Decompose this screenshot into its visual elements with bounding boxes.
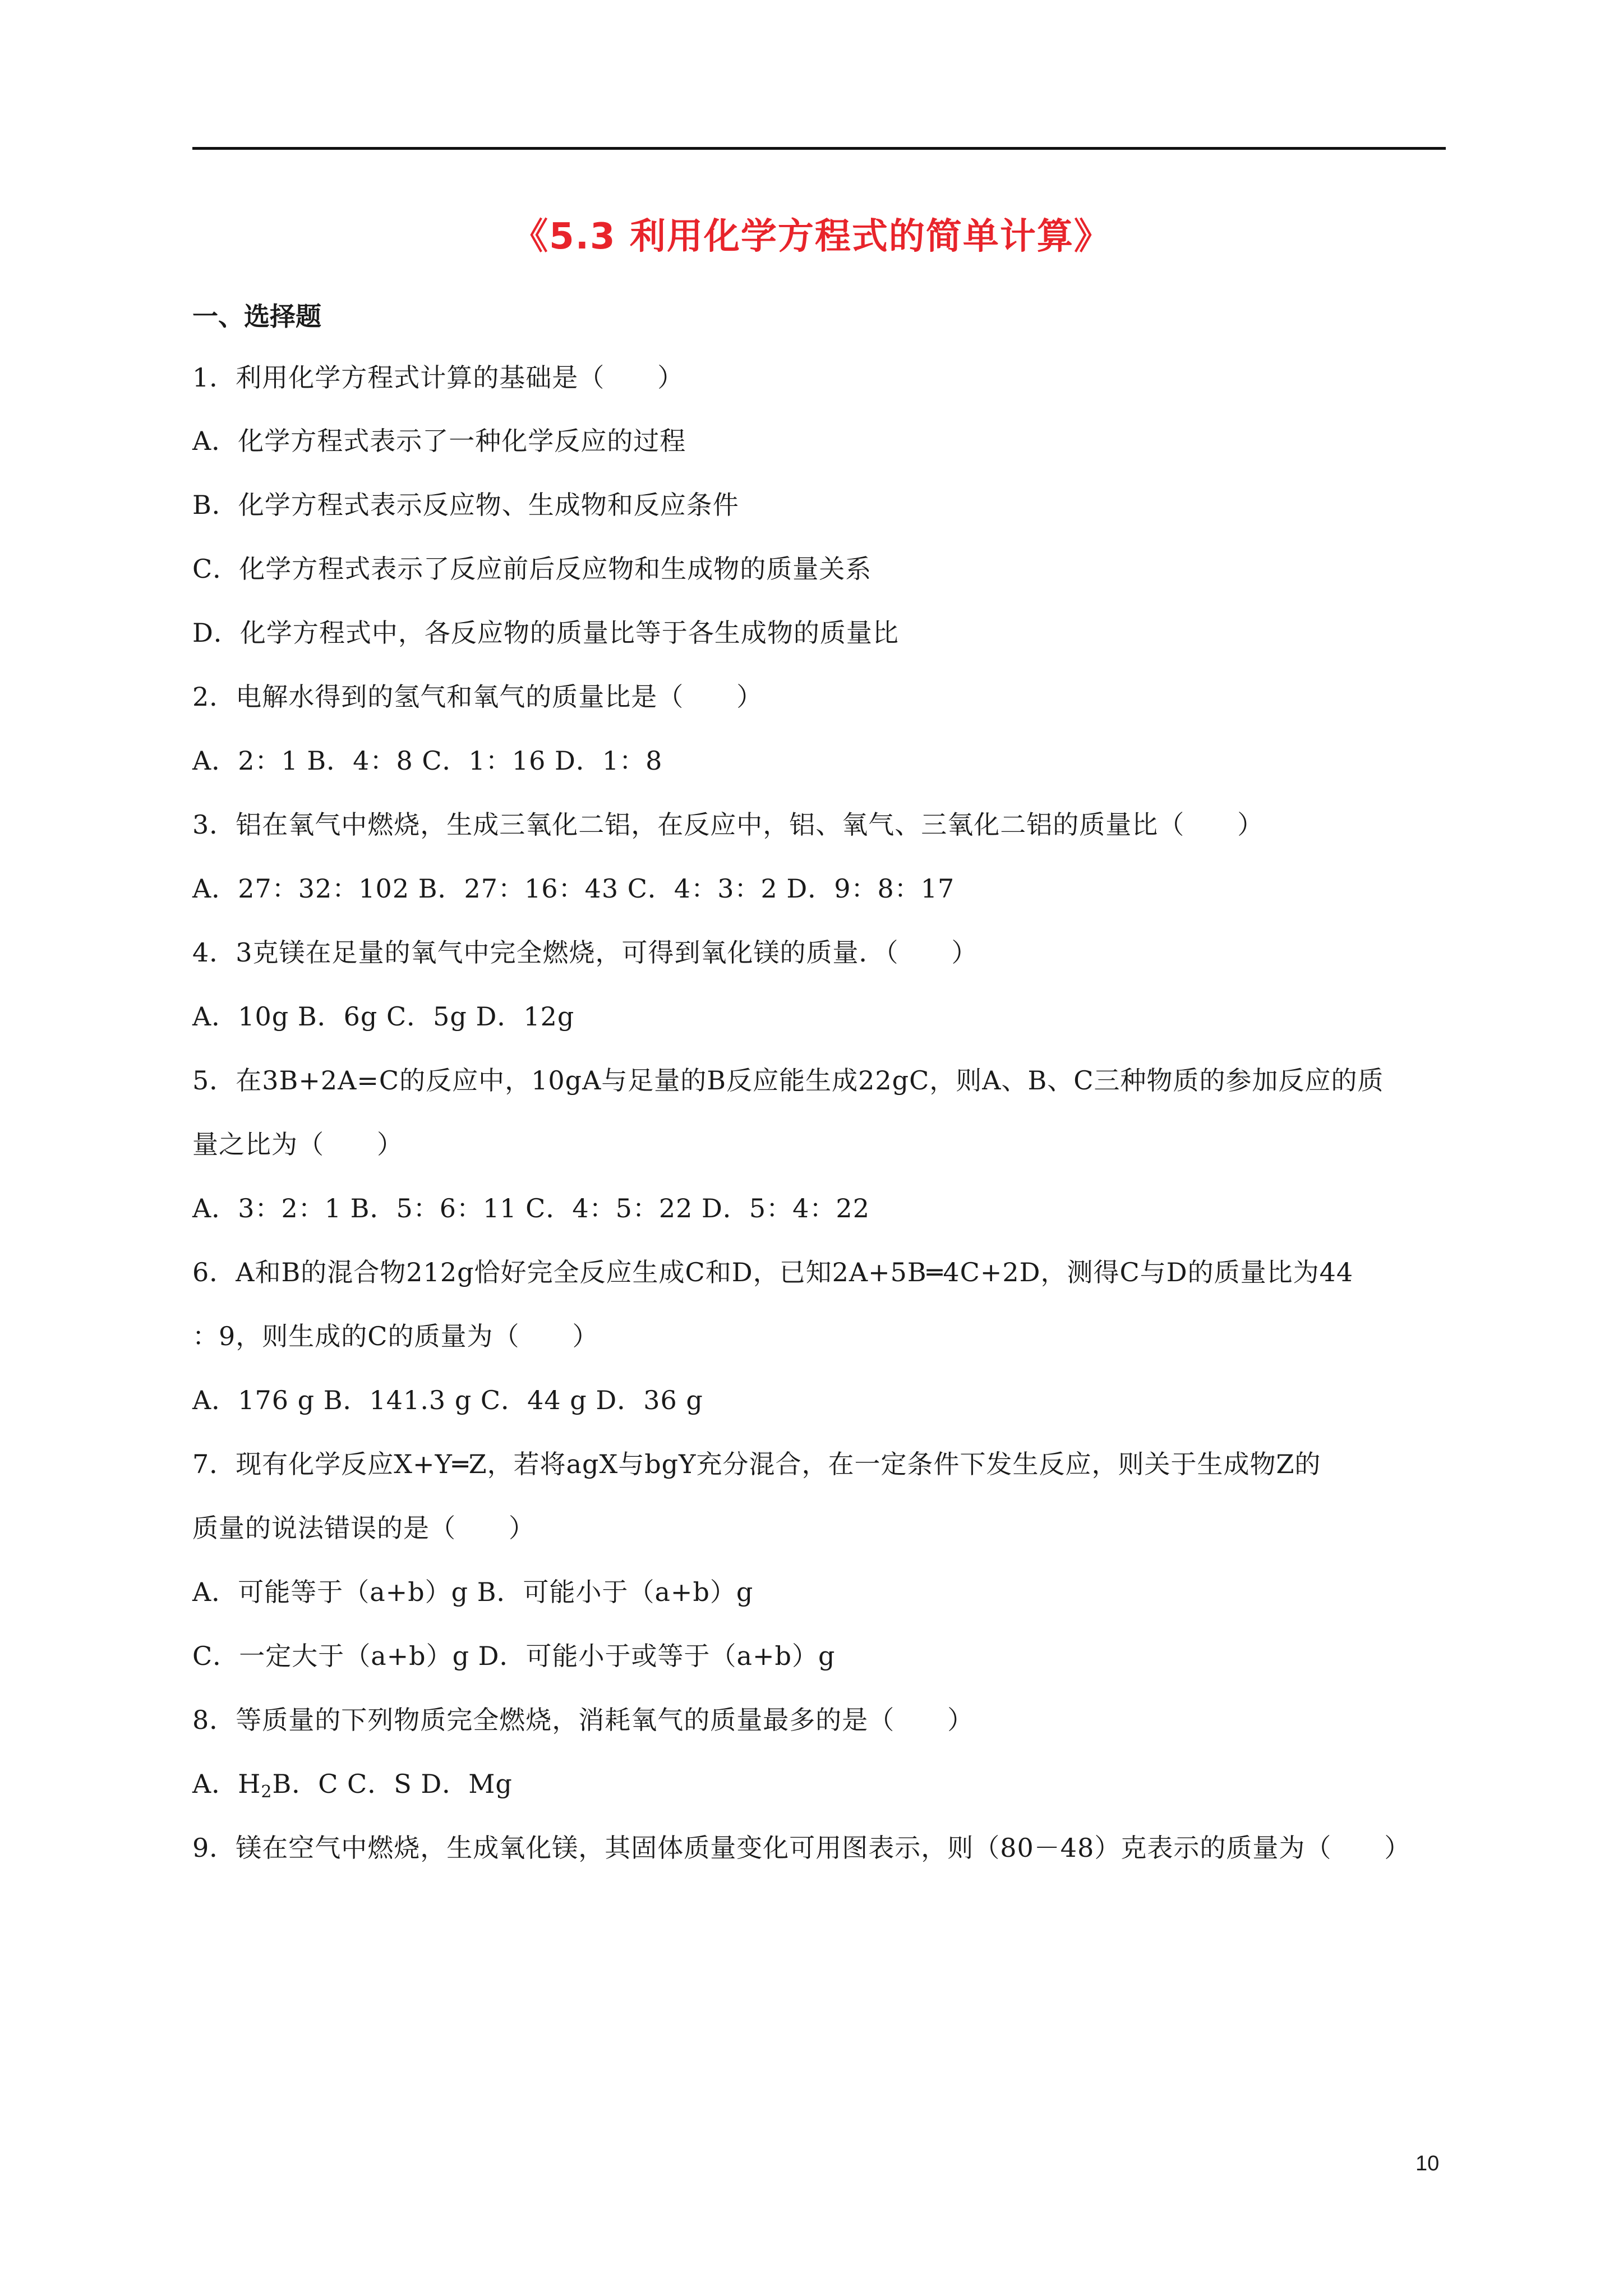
q5-options: A．3：2：1 B．5：6：11 C．4：5：22 D．5：4：22 (192, 1193, 870, 1223)
q2-options: A．2：1 B．4：8 C．1：16 D．1：8 (192, 746, 663, 776)
q3-stem: 3．铝在氧气中燃烧，生成三氧化二铝，在反应中，铝、氧气、三氧化二铝的质量比（ ） (192, 809, 1264, 840)
q1-option-a: A．化学方程式表示了一种化学反应的过程 (192, 426, 686, 456)
q5-stem-line2: 量之比为（ ） (192, 1129, 403, 1159)
page-number: 10 (1415, 2152, 1440, 2175)
q7-options-cd: C．一定大于（a+b）g D．可能小于或等于（a+b）g (192, 1641, 836, 1671)
q1-option-c: C．化学方程式表示了反应前后反应物和生成物的质量关系 (192, 554, 872, 584)
q1-option-b: B．化学方程式表示反应物、生成物和反应条件 (192, 490, 739, 520)
q8-option-a-prefix: A．H (192, 1769, 261, 1799)
q8-option-a-subscript: 2 (261, 1782, 273, 1802)
q8-options-rest: B．C C．S D．Mg (272, 1769, 513, 1799)
q4-options: A．10g B．6g C．5g D．12g (192, 1001, 575, 1032)
header-rule (192, 147, 1446, 150)
q8-stem: 8．等质量的下列物质完全燃烧，消耗氧气的质量最多的是（ ） (192, 1705, 974, 1735)
q9-stem: 9．镁在空气中燃烧，生成氧化镁，其固体质量变化可用图表示，则（80－48）克表示的质量为（ ） (192, 1833, 1411, 1863)
document-title: 《5.3 利用化学方程式的简单计算》 (512, 216, 1111, 257)
q2-stem: 2．电解水得到的氢气和氧气的质量比是（ ） (192, 682, 763, 712)
q5-stem-line1: 5．在3B+2A=C的反应中，10gA与足量的B反应能生成22gC，则A、B、C三种物质的参加反应的质 (192, 1065, 1384, 1096)
q6-stem-line2: ：9，则生成的C的质量为（ ） (192, 1321, 599, 1351)
section-heading: 一、选择题 (192, 301, 321, 332)
q8-options (192, 1764, 513, 1801)
q3-options: A．27：32：102 B．27：16：43 C．4：3：2 D．9：8：17 (192, 873, 955, 904)
q1-stem: 1．利用化学方程式计算的基础是（ ） (192, 362, 684, 393)
q6-options: A．176 g B．141.3 g C．44 g D．36 g (192, 1385, 703, 1415)
q1-option-d: D．化学方程式中，各反应物的质量比等于各生成物的质量比 (192, 618, 899, 648)
q7-options-ab: A．可能等于（a+b）g B．可能小于（a+b）g (192, 1577, 754, 1607)
q6-stem-line1: 6．A和B的混合物212g恰好完全反应生成C和D，已知2A+5B═4C+2D，测得C与D的质量比为44 (192, 1257, 1354, 1287)
q7-stem-line2: 质量的说法错误的是（ ） (192, 1513, 535, 1543)
q4-stem: 4．3克镁在足量的氧气中完全燃烧，可得到氧化镁的质量．（ ） (192, 937, 978, 968)
q7-stem-line1: 7．现有化学反应X+Y═Z，若将agX与bgY充分混合，在一定条件下发生反应，则关于生成物Z的 (192, 1449, 1321, 1479)
